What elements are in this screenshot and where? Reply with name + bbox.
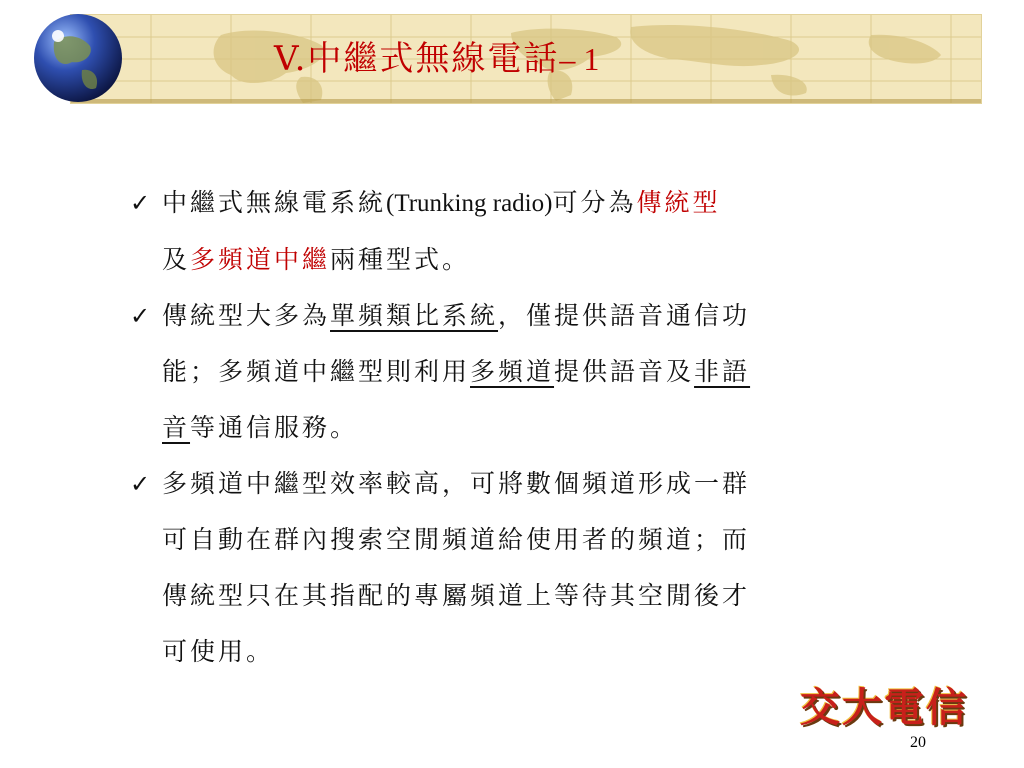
bullet-item-2 <box>130 288 910 456</box>
highlight-text: 多頻道中繼 <box>190 245 331 274</box>
bullet-1-line-2 <box>162 232 910 288</box>
underlined-text: 音 <box>162 413 191 442</box>
bullet-2-line-2 <box>162 344 910 400</box>
bullet-3-line-2: 可自動在群內搜索空閒頻道給使用者的頻道；而 <box>162 525 751 554</box>
text-span: 可分為 <box>552 188 637 217</box>
bullet-2-line-1 <box>162 288 910 344</box>
text-span: 及 <box>162 245 191 274</box>
checkmark-icon: ✓ <box>130 470 154 498</box>
underlined-text: 多頻道 <box>470 357 555 386</box>
bullet-3-line-4: 可使用。 <box>162 637 275 666</box>
bullet-3-line-1: 多頻道中繼型效率較高，可將數個頻道形成一群 <box>162 469 751 498</box>
checkmark-icon: ✓ <box>130 302 154 330</box>
logo <box>800 678 990 738</box>
highlight-text: 傳統型 <box>636 188 721 217</box>
bullet-2-line-3 <box>162 400 910 456</box>
bullet-item-1 <box>130 175 910 288</box>
text-span: 能；多頻道中繼型則利用 <box>162 357 471 386</box>
text-span: 中繼式無線電系統 <box>162 188 387 217</box>
logo-text: 交大電信 <box>800 684 968 731</box>
text-span: 提供語音及 <box>554 357 695 386</box>
bullet-1-line-1 <box>162 175 910 232</box>
text-span-latin: (Trunking radio) <box>386 190 553 217</box>
page-number: 20 <box>910 734 926 751</box>
text-span: 兩種型式。 <box>330 245 471 274</box>
slide-title <box>274 34 599 84</box>
title-text: V.中繼式無線電話 <box>274 39 560 79</box>
text-span: ，僅提供語音通信功 <box>498 301 751 330</box>
text-span: 等通信服務。 <box>190 413 359 442</box>
title-suffix: – 1 <box>559 41 600 77</box>
checkmark-icon: ✓ <box>130 189 154 217</box>
underlined-text: 非語 <box>694 357 751 386</box>
globe-icon <box>32 12 124 104</box>
bullet-3-line-3: 傳統型只在其指配的專屬頻道上等待其空閒後才 <box>162 581 751 610</box>
underlined-text: 單頻類比系統 <box>330 301 499 330</box>
text-span: 傳統型大多為 <box>162 301 331 330</box>
bullet-item-3 <box>130 456 910 680</box>
bullet-list <box>130 175 910 680</box>
